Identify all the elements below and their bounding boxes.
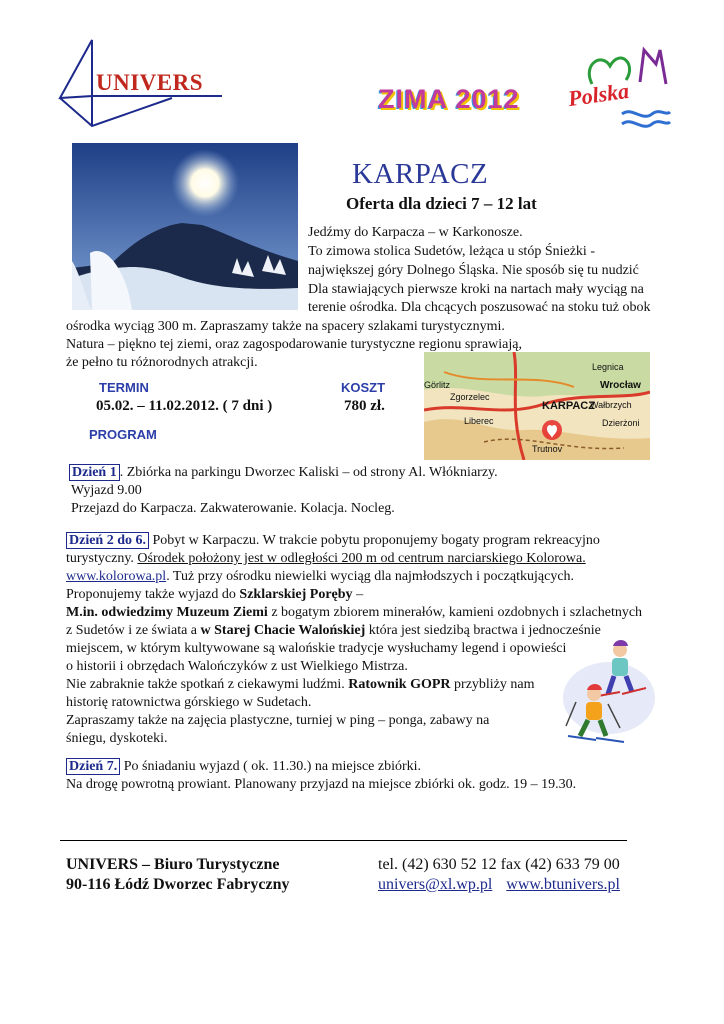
intro-line-5: terenie ośrodka. Dla chcących poszusować na stoku tuż obok — [308, 300, 651, 315]
day1-line-3: Przejazd do Karpacza. Zakwaterowanie. Kolacja. Nocleg. — [71, 501, 395, 516]
koszt-value: 780 zł. — [344, 398, 385, 414]
univers-logo-text: UNIVERS — [96, 70, 204, 95]
day2-line-12: śniegu, dyskoteki. — [66, 731, 168, 746]
day2-text-3: . Tuż przy ośrodku niewielki wyciąg dla najmłodszych i początkujących. — [166, 569, 575, 584]
kolorowa-link[interactable]: www.kolorowa.pl — [66, 569, 167, 584]
day2-text-5a: M.in. odwiedzimy Muzeum Ziemi — [66, 605, 268, 620]
season-banner: ZIMA 2012 — [378, 84, 520, 114]
map-label-trutnov: Trutnov — [532, 444, 563, 454]
day2-text-9a: Nie zabraknie także spotkań z ciekawymi ludźmi. — [66, 677, 349, 692]
day2-line-11: Zapraszamy także na zajęcia plastyczne, turniej w ping – ponga, zabawy na — [66, 713, 490, 728]
day7-line-2: Na drogę powrotną prowiant. Planowany przyjazd na miejsce zbiórki ok. godz. 19 – 19.30. — [66, 777, 577, 792]
map-label-liberec: Liberec — [464, 416, 494, 426]
day2-text-2b: Ośrodek położony jest w odległości 200 m od centrum narciarskiego Kolorowa. — [137, 551, 586, 566]
page-subtitle: Oferta dla dzieci 7 – 12 lat — [346, 194, 537, 213]
day1-line-2: Wyjazd 9.00 — [71, 483, 142, 498]
intro-line-6: ośrodka wyciąg 300 m. Zapraszamy także na spacery szlakami turystycznymi. — [66, 319, 505, 334]
footer-address: 90-116 Łódź Dworzec Fabryczny — [66, 876, 290, 893]
day2-line-6 — [66, 622, 601, 640]
footer-email-link[interactable]: univers@xl.wp.pl — [378, 876, 493, 893]
day1-line-1 — [69, 464, 498, 482]
day2-text-6c: która jest siedzibą bractwa i jednocześnie — [365, 623, 601, 638]
day2-line-7: miejscem, w którym kultywowane są walońskie tradycje wysłuchamy legend i opowieści — [66, 641, 567, 656]
intro-line-3: największej góry Dolnego Śląska. Nie sposób się tu nudzić — [308, 263, 639, 278]
footer-divider — [60, 840, 627, 841]
day2-text-9b: Ratownik GOPR — [348, 677, 451, 692]
region-map — [424, 352, 650, 460]
day2-text-4a: Proponujemy także wyjazd do — [66, 587, 240, 602]
day2-text-4b: Szklarskiej Poręby — [239, 587, 353, 602]
intro-line-4: Dla stawiających pierwsze kroki na nartach mały wyciąg na — [308, 282, 644, 297]
mountain-photo-graphic — [72, 143, 298, 310]
day2-line-9 — [66, 676, 535, 694]
day2-line-1 — [66, 532, 600, 550]
footer-company: UNIVERS – Biuro Turystyczne — [66, 856, 280, 873]
day2-line-3 — [66, 568, 574, 586]
day2-line-5 — [66, 604, 642, 622]
termin-value: 05.02. – 11.02.2012. ( 7 dni ) — [96, 398, 273, 414]
intro-line-1: Jedźmy do Karpacza – w Karkonosze. — [308, 225, 523, 240]
termin-label: TERMIN — [99, 380, 149, 395]
skiers-graphic — [560, 636, 658, 746]
snezka-photo — [72, 143, 298, 310]
univers-logo — [52, 38, 232, 128]
map-label-zgorzelec: Zgorzelec — [450, 392, 490, 402]
intro-line-2: To zimowa stolica Sudetów, leżąca u stóp Śnieżki - — [308, 244, 595, 259]
day2-line-8: o historii i obrzędach Walończyków z ust Wielkiego Mistrza. — [66, 659, 408, 674]
koszt-label: KOSZT — [341, 380, 386, 395]
day2-text-5b: z bogatym zbiorem minerałów, kamieni ozdobnych i szlachetnych — [267, 605, 643, 620]
page-title: KARPACZ — [352, 158, 489, 190]
map-label-gorlitz: Görlitz — [424, 380, 451, 390]
day2-text-2a: turystyczny. — [66, 551, 138, 566]
footer-links — [378, 876, 620, 894]
footer-phone: tel. (42) 630 52 12 fax (42) 633 79 00 — [378, 856, 620, 873]
day2-text-6a: z Sudetów i ze świata a — [66, 623, 201, 638]
day2-line-10: historię ratownictwa górskiego w Sudetach. — [66, 695, 312, 710]
day2-text-1: Pobyt w Karpaczu. W trakcie pobytu proponujemy bogaty program rekreacyjno — [149, 533, 600, 548]
skiers-clipart — [560, 636, 658, 746]
map-label-legnica: Legnica — [592, 362, 624, 372]
day2-text-6b: w Starej Chacie Walońskiej — [200, 623, 366, 638]
day2-line-2 — [66, 550, 586, 568]
day2-text-4c: – — [352, 587, 364, 602]
day7-text-1: Po śniadaniu wyjazd ( ok. 11.30.) na miejsce zbiórki. — [120, 759, 422, 774]
map-label-walbrzych: Wałbrzych — [590, 400, 632, 410]
day1-label: Dzień 1 — [69, 464, 120, 481]
polska-logo-text: Polska — [566, 77, 631, 112]
day1-text-1: . Zbiórka na parkingu Dworzec Kaliski – od strony Al. Włókniarzy. — [119, 465, 498, 480]
day2-label: Dzień 2 do 6. — [66, 532, 149, 549]
map-label-karpacz: KARPACZ — [542, 400, 595, 412]
map-label-dzierzoniow: Dzierżoni — [602, 418, 640, 428]
footer-website-link[interactable]: www.btunivers.pl — [506, 876, 620, 893]
day7-line-1 — [66, 758, 421, 776]
intro-line-7: Natura – piękno tej ziemi, oraz zagospodarowanie turystyczne regionu sprawiają, — [66, 337, 522, 352]
program-label: PROGRAM — [89, 427, 157, 442]
map-label-wroclaw: Wrocław — [600, 380, 641, 391]
intro-line-8: że pełno tu różnorodnych atrakcji. — [66, 355, 258, 370]
day2-text-9c: przybliży nam — [450, 677, 535, 692]
day2-line-4 — [66, 586, 363, 604]
polska-logo — [562, 44, 672, 134]
day7-label: Dzień 7. — [66, 758, 120, 775]
